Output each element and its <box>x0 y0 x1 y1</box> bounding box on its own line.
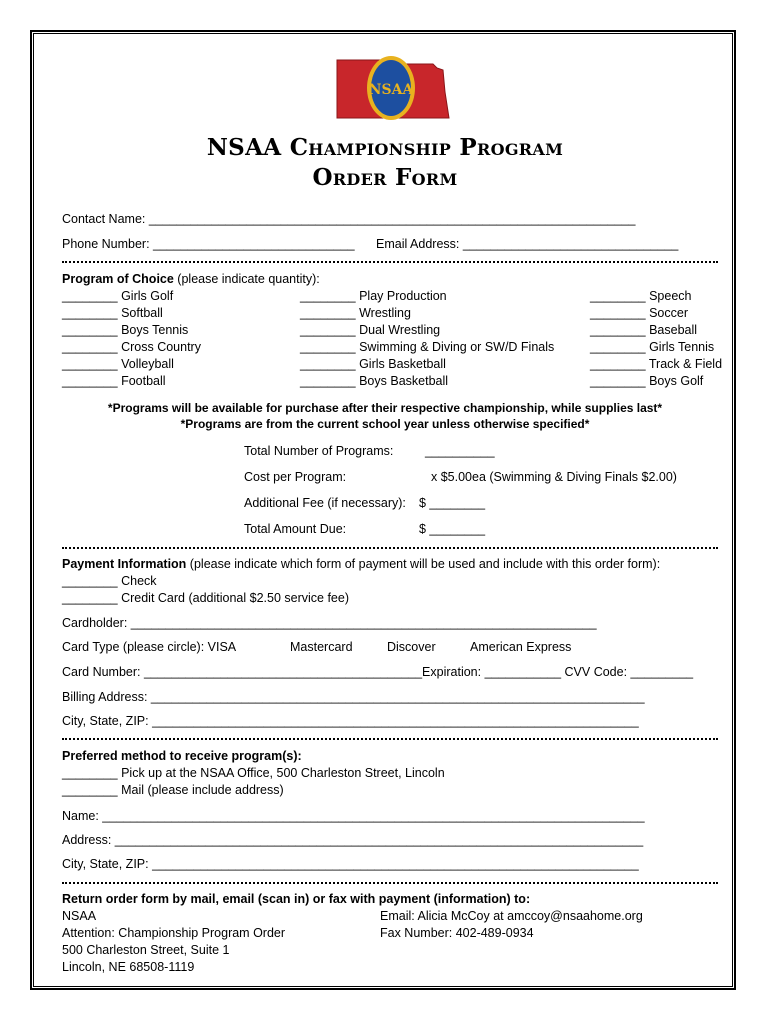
additional-fee-label: Additional Fee (if necessary): <box>244 496 406 510</box>
payment-check-option[interactable]: ________ Check <box>62 574 157 588</box>
billing-address-field[interactable]: Billing Address: _______________________________________________________________________ <box>62 690 645 704</box>
form-title-line2: Order Form <box>312 164 458 191</box>
program-item[interactable]: ________ Track & Field <box>590 357 723 371</box>
total-due-label: Total Amount Due: <box>244 522 347 536</box>
delivery-name-field[interactable]: Name: ______________________________________________________________________________ <box>62 809 645 823</box>
program-item[interactable]: ________ Play Production <box>300 289 447 303</box>
program-item[interactable]: ________ Baseball <box>590 323 698 337</box>
phone-number-field[interactable]: Phone Number: _____________________________ <box>62 237 355 251</box>
card-type-discover[interactable]: Discover <box>387 640 436 654</box>
return-city: Lincoln, NE 68508-1119 <box>62 960 195 974</box>
total-programs-field[interactable]: __________ <box>425 444 495 458</box>
card-number-field[interactable]: Card Number: ________________________________________Expiration: ___________ CVV Code: _________ <box>62 665 694 679</box>
program-item[interactable]: ________ Boys Tennis <box>62 323 189 337</box>
logo-text: NSAA <box>368 82 414 98</box>
nsaa-logo <box>333 52 451 126</box>
total-due-field[interactable]: $ ________ <box>419 522 486 536</box>
program-item[interactable]: ________ Football <box>62 374 166 388</box>
program-item[interactable]: ________ Volleyball <box>62 357 174 371</box>
delivery-heading: Preferred method to receive program(s): <box>62 749 302 763</box>
divider <box>62 738 718 740</box>
program-item[interactable]: ________ Softball <box>62 306 163 320</box>
card-type-amex[interactable]: American Express <box>470 640 572 654</box>
return-street: 500 Charleston Street, Suite 1 <box>62 943 230 957</box>
divider <box>62 882 718 884</box>
program-item[interactable]: ________ Swimming & Diving or SW/D Finals <box>300 340 555 354</box>
card-type-mastercard[interactable]: Mastercard <box>290 640 353 654</box>
email-address-field[interactable]: Email Address: _______________________________ <box>376 237 679 251</box>
delivery-mail-option[interactable]: ________ Mail (please include address) <box>62 783 284 797</box>
cost-per-program-label: Cost per Program: <box>244 470 347 484</box>
availability-note: *Programs will be available for purchase after their respective championship, while supplies last* <box>107 401 663 415</box>
form-title-line1: NSAA Championship Program <box>206 134 564 161</box>
program-item[interactable]: ________ Boys Basketball <box>300 374 449 388</box>
billing-city-field[interactable]: City, State, ZIP: ______________________________________________________________________ <box>62 714 639 728</box>
cost-per-program-value: x $5.00ea (Swimming & Diving Finals $2.00) <box>431 470 677 484</box>
program-item[interactable]: ________ Cross Country <box>62 340 201 354</box>
divider <box>62 261 718 263</box>
program-item[interactable]: ________ Girls Golf <box>62 289 174 303</box>
program-item[interactable]: ________ Girls Basketball <box>300 357 446 371</box>
delivery-city-field[interactable]: City, State, ZIP: ______________________________________________________________________ <box>62 857 639 871</box>
return-fax: Fax Number: 402-489-0934 <box>380 926 534 940</box>
program-heading: Program of Choice (please indicate quantity): <box>62 272 320 286</box>
return-heading: Return order form by mail, email (scan in) or fax with payment (information) to: <box>62 892 531 906</box>
delivery-pickup-option[interactable]: ________ Pick up at the NSAA Office, 500 Charleston Street, Lincoln <box>62 766 445 780</box>
cardholder-field[interactable]: Cardholder: ___________________________________________________________________ <box>62 616 597 630</box>
return-email: Email: Alicia McCoy at amccoy@nsaahome.org <box>380 909 643 923</box>
card-type-label[interactable]: Card Type (please circle): VISA <box>62 640 237 654</box>
school-year-note: *Programs are from the current school year unless otherwise specified* <box>180 417 590 431</box>
total-programs-label: Total Number of Programs: <box>244 444 394 458</box>
payment-heading: Payment Information (please indicate which form of payment will be used and include with this order form): <box>62 557 661 571</box>
return-org: NSAA <box>62 909 97 923</box>
delivery-address-field[interactable]: Address: ____________________________________________________________________________ <box>62 833 644 847</box>
program-item[interactable]: ________ Boys Golf <box>590 374 704 388</box>
program-item[interactable]: ________ Soccer <box>590 306 688 320</box>
program-item[interactable]: ________ Wrestling <box>300 306 411 320</box>
contact-name-field[interactable]: Contact Name: ______________________________________________________________________ <box>62 212 636 226</box>
program-item[interactable]: ________ Girls Tennis <box>590 340 715 354</box>
additional-fee-field[interactable]: $ ________ <box>419 496 486 510</box>
program-item[interactable]: ________ Dual Wrestling <box>300 323 441 337</box>
program-item[interactable]: ________ Speech <box>590 289 692 303</box>
payment-credit-option[interactable]: ________ Credit Card (additional $2.50 service fee) <box>62 591 349 605</box>
divider <box>62 547 718 549</box>
return-attention: Attention: Championship Program Order <box>62 926 286 940</box>
